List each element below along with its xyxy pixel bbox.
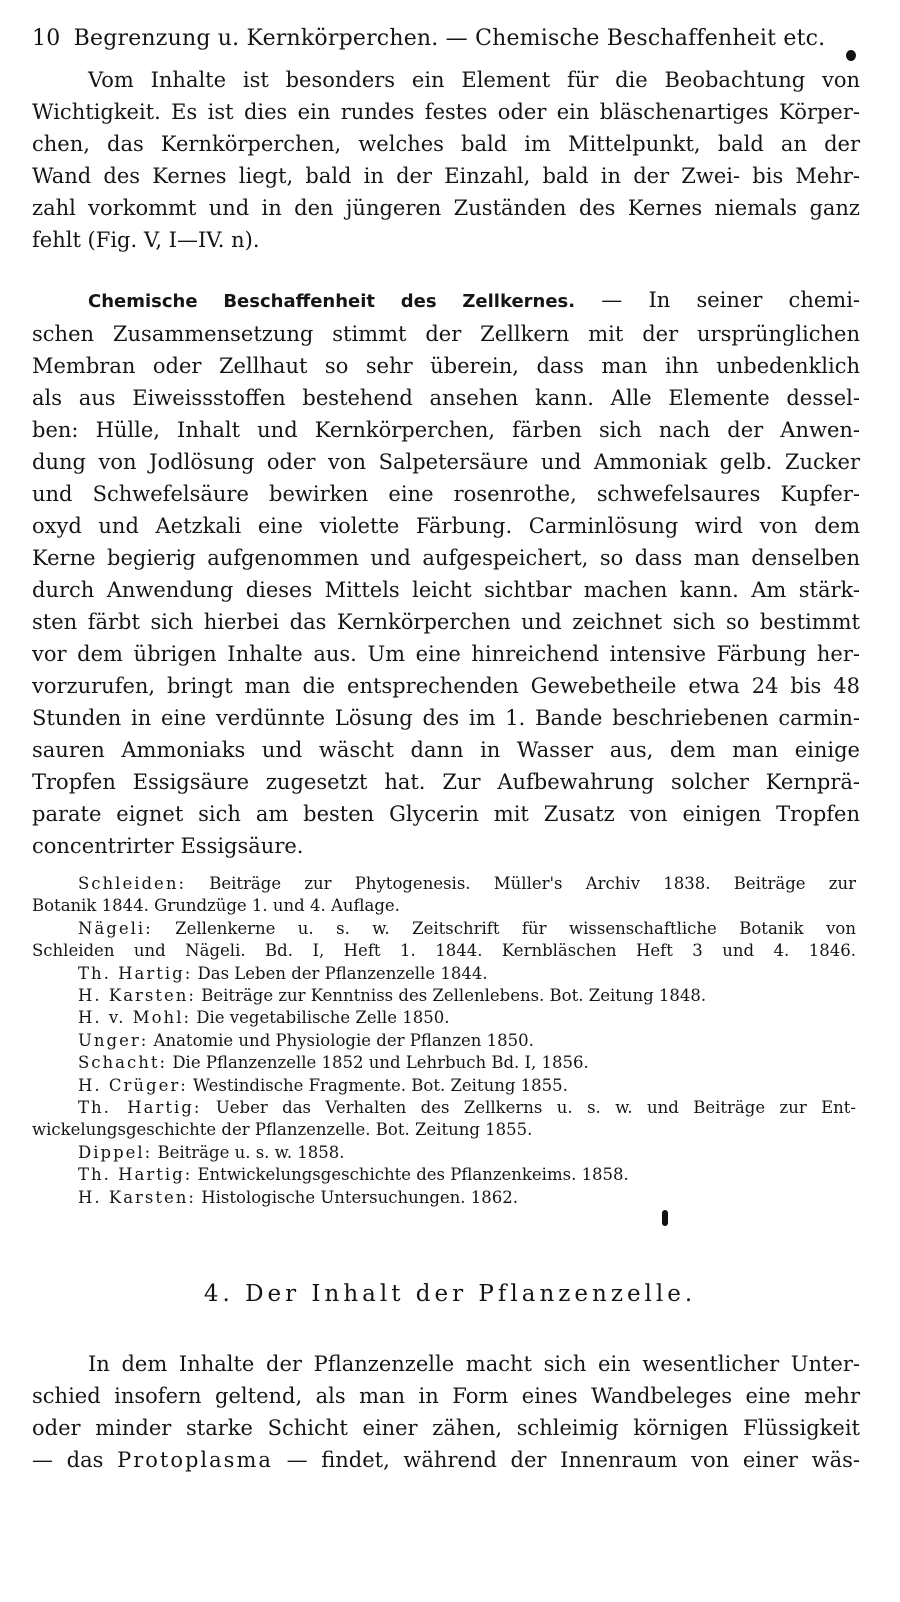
paragraph-line: vor dem übrigen Inhalte aus. Um eine hinreichend intensive Färbung her- bbox=[32, 642, 860, 666]
reference-entry bbox=[32, 1052, 856, 1074]
reference-text: Zellenkerne u. s. w. Zeitschrift für wissenschaftliche Botanik von bbox=[152, 918, 856, 938]
reference-author: H. Karsten: bbox=[78, 986, 196, 1006]
paragraph-line: Stunden in eine verdünnte Lösung des im 1. Bande beschriebenen carmin- bbox=[32, 706, 860, 730]
paragraph-line: Tropfen Essigsäure zugesetzt hat. Zur Aufbewahrung solcher Kernprä- bbox=[32, 770, 860, 794]
spaced-term: Protoplasma bbox=[117, 1448, 273, 1472]
paragraph-line: vorzurufen, bringt man die entsprechenden Gewebetheile etwa 24 bis 48 bbox=[32, 674, 860, 698]
reference-entry bbox=[32, 918, 856, 940]
paragraph-first-line bbox=[32, 284, 860, 318]
reference-text: Das Leben der Pflanzenzelle 1844. bbox=[192, 963, 488, 983]
section-title: Der Inhalt der Pflanzenzelle. bbox=[245, 1281, 697, 1307]
reference-author: Nägeli: bbox=[78, 918, 153, 938]
section-heading-inline: Chemische Beschaffenheit des Zellkernes. bbox=[88, 291, 576, 312]
paragraph-line: zahl vorkommt und in den jüngeren Zuständen des Kernes niemals ganz bbox=[32, 196, 860, 220]
reference-author: Th. Hartig: bbox=[78, 963, 193, 983]
reference-author: Th. Hartig: bbox=[78, 1165, 193, 1185]
reference-author: H. Crüger: bbox=[78, 1075, 188, 1095]
paragraph-inhalt bbox=[32, 1348, 860, 1476]
reference-text: Histologische Untersuchungen. 1862. bbox=[195, 1187, 519, 1207]
paragraph-line: In dem Inhalte der Pflanzenzelle macht sich ein wesentlicher Unter- bbox=[88, 1352, 860, 1376]
paragraph-chemische-beschaffenheit bbox=[32, 284, 860, 862]
reference-entry bbox=[32, 1097, 856, 1119]
paragraph-line: durch Anwendung dieses Mittels leicht sichtbar machen kann. Am stärk- bbox=[32, 578, 860, 602]
heading-continuation: — In seiner chemi- bbox=[575, 288, 860, 312]
reference-text: Entwickelungsgeschichte des Pflanzenkeims. 1858. bbox=[192, 1165, 629, 1185]
reference-entry bbox=[32, 1030, 856, 1052]
reference-text: Die vegetabilische Zelle 1850. bbox=[191, 1008, 450, 1028]
reference-entry bbox=[32, 1007, 856, 1029]
reference-text: Schleiden und Nägeli. Bd. I, Heft 1. 1844. Kernbläschen Heft 3 und 4. 1846. bbox=[32, 941, 856, 961]
text-run: — findet, während der Innenraum von einer wäs- bbox=[272, 1448, 860, 1472]
reference-text: wickelungsgeschichte der Pflanzenzelle. Bot. Zeitung 1855. bbox=[32, 1120, 533, 1140]
paragraph-line: chen, das Kernkörperchen, welches bald im Mittelpunkt, bald an der bbox=[32, 132, 860, 156]
paragraph-line: ben: Hülle, Inhalt und Kernkörperchen, färben sich nach der Anwen- bbox=[32, 418, 860, 442]
paragraph-line: Membran oder Zellhaut so sehr überein, dass man ihn unbedenklich bbox=[32, 354, 860, 378]
reference-author: Schacht: bbox=[78, 1053, 168, 1073]
reference-entry bbox=[32, 985, 856, 1007]
section-heading bbox=[0, 1278, 900, 1310]
paragraph-line: schied insofern geltend, als man in Form eines Wandbeleges eine mehr bbox=[32, 1384, 860, 1408]
paragraph-line: Vom Inhalte ist besonders ein Element für die Beobachtung von bbox=[88, 68, 860, 92]
running-title: Begrenzung u. Kernkörperchen. — Chemische Beschaffenheit etc. bbox=[73, 26, 826, 51]
reference-entry bbox=[32, 895, 856, 917]
paragraph-line bbox=[32, 1444, 860, 1476]
reference-author: Th. Hartig: bbox=[78, 1098, 202, 1118]
running-header bbox=[32, 24, 872, 54]
reference-entry bbox=[32, 1164, 856, 1186]
reference-author: Dippel: bbox=[78, 1142, 153, 1162]
reference-text: Botanik 1844. Grundzüge 1. und 4. Auflage. bbox=[32, 896, 400, 916]
reference-text: Beiträge zur Kenntniss des Zellenlebens. Bot. Zeitung 1848. bbox=[195, 986, 707, 1006]
paragraph-line: und Schwefelsäure bewirken eine rosenrothe, schwefelsaures Kupfer- bbox=[32, 482, 860, 506]
references-list bbox=[32, 873, 856, 1209]
reference-text: Anatomie und Physiologie der Pflanzen 1850. bbox=[148, 1030, 534, 1050]
reference-entry bbox=[32, 940, 856, 962]
reference-entry bbox=[32, 1075, 856, 1097]
reference-entry bbox=[32, 1119, 856, 1141]
paragraph-line: Wand des Kernes liegt, bald in der Einzahl, bald in der Zwei- bis Mehr- bbox=[32, 164, 860, 188]
reference-text: Beiträge u. s. w. 1858. bbox=[152, 1142, 345, 1162]
paragraph-body bbox=[32, 318, 860, 862]
reference-entry bbox=[32, 873, 856, 895]
reference-text: Ueber das Verhalten des Zellkerns u. s. w. und Beiträge zur Ent- bbox=[201, 1098, 857, 1118]
paragraph-line: sauren Ammoniaks und wäscht dann in Wasser aus, dem man einige bbox=[32, 738, 860, 762]
paragraph-kernkoerperchen bbox=[32, 64, 860, 256]
reference-entry bbox=[32, 1187, 856, 1209]
reference-entry bbox=[32, 963, 856, 985]
paragraph-line: dung von Jodlösung oder von Salpetersäure und Ammoniak gelb. Zucker bbox=[32, 450, 860, 474]
paragraph-line: als aus Eiweissstoffen bestehend ansehen kann. Alle Elemente dessel- bbox=[32, 386, 860, 410]
reference-entry bbox=[32, 1142, 856, 1164]
section-number: 4. bbox=[203, 1281, 234, 1307]
reference-author: H. Karsten: bbox=[78, 1187, 196, 1207]
paragraph-line: sten färbt sich hierbei das Kernkörperchen und zeichnet sich so bestimmt bbox=[32, 610, 860, 634]
reference-text: Die Pflanzenzelle 1852 und Lehrbuch Bd. I, 1856. bbox=[167, 1053, 589, 1073]
paragraph-line: concentrirter Essigsäure. bbox=[32, 834, 304, 858]
ink-mark bbox=[662, 1210, 668, 1226]
reference-author: Schleiden: bbox=[78, 874, 187, 893]
reference-text: Westindische Fragmente. Bot. Zeitung 1855. bbox=[187, 1075, 568, 1095]
reference-author: H. v. Mohl: bbox=[78, 1008, 192, 1028]
reference-text: Beiträge zur Phytogenesis. Müller's Archiv 1838. Beiträge zur bbox=[186, 874, 856, 893]
paragraph-line: Wichtigkeit. Es ist dies ein rundes festes oder ein bläschenartiges Körper- bbox=[32, 100, 860, 124]
paragraph-line: Kerne begierig aufgenommen und aufgespeichert, so dass man denselben bbox=[32, 546, 860, 570]
paragraph-line: parate eignet sich am besten Glycerin mit Zusatz von einigen Tropfen bbox=[32, 802, 860, 826]
paragraph-line: fehlt (Fig. V, I—IV. n). bbox=[32, 228, 260, 252]
paragraph-line: oder minder starke Schicht einer zähen, schleimig körnigen Flüssigkeit bbox=[32, 1416, 860, 1440]
page-number: 10 bbox=[32, 26, 61, 51]
text-run: — das bbox=[32, 1448, 118, 1472]
ink-blot bbox=[846, 50, 856, 61]
reference-author: Unger: bbox=[78, 1030, 149, 1050]
paragraph-line: oxyd und Aetzkali eine violette Färbung. Carminlösung wird von dem bbox=[32, 514, 860, 538]
paragraph-line: schen Zusammensetzung stimmt der Zellkern mit der ursprünglichen bbox=[32, 322, 860, 346]
